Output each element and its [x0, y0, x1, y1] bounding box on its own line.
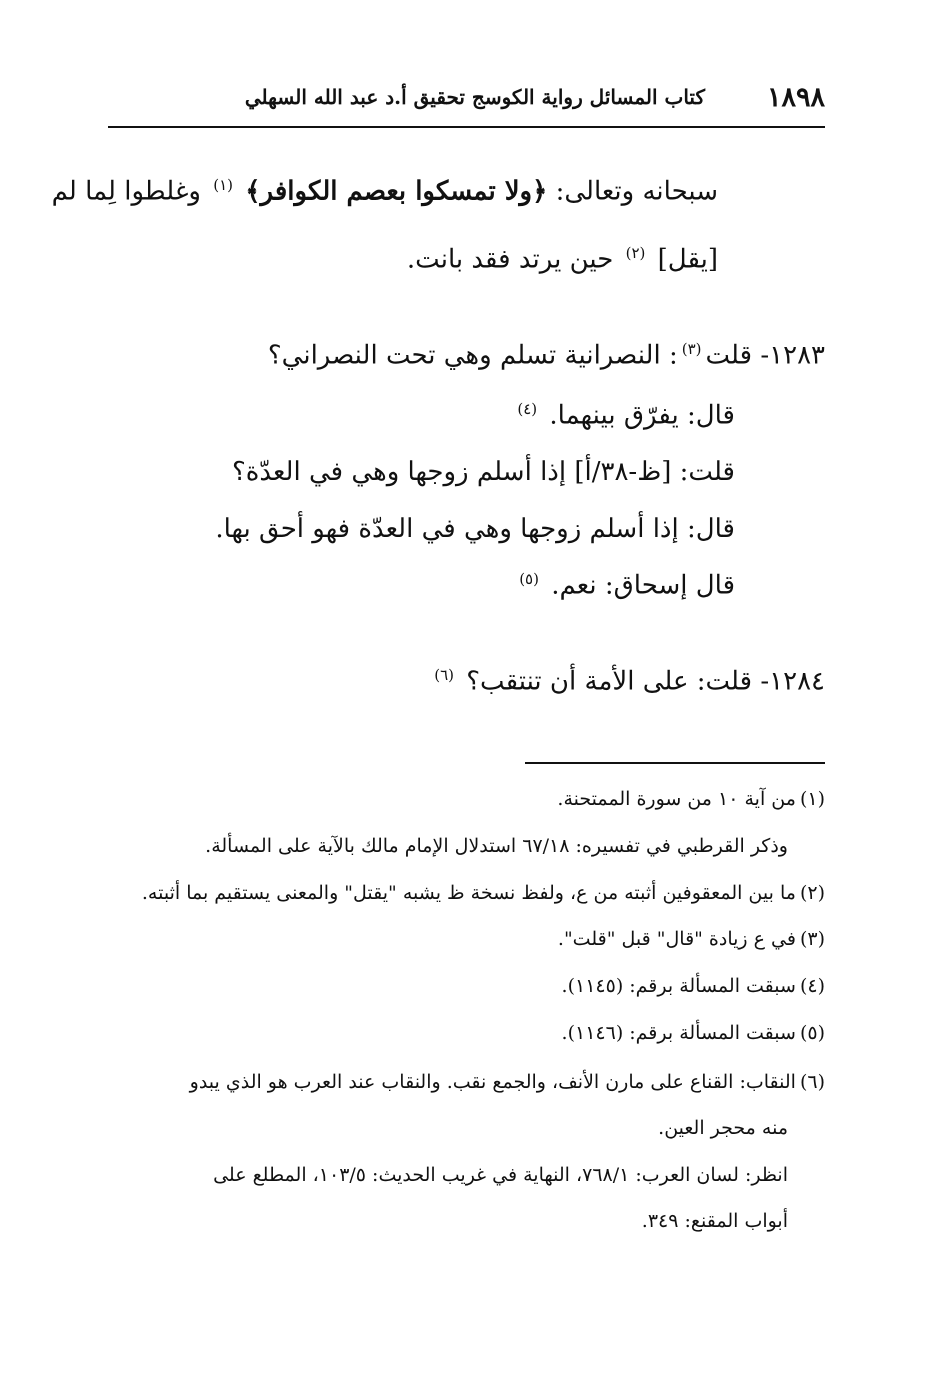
footnote-1-cont — [108, 835, 788, 857]
question-1283 — [268, 340, 825, 371]
text-line-1 — [52, 176, 718, 207]
ishaq-line — [515, 570, 735, 601]
text-span: قال: إذا أسلم زوجها وهي في العدّة فهو أحق بها. — [215, 514, 735, 544]
footnote-2 — [108, 882, 825, 904]
footnote-text: من آية ١٠ من سورة الممتحنة. — [557, 788, 796, 810]
question-line — [232, 457, 735, 487]
footnote-ref: (٢) — [625, 244, 646, 262]
footnote-ref: (١) — [213, 176, 234, 194]
footnote-number: (٤) — [799, 975, 825, 997]
question-number: ١٢٨٣- — [760, 340, 825, 371]
footnote-4 — [108, 975, 825, 997]
text-span: قلت: على الأمة أن تنتقب؟ — [466, 666, 753, 697]
footnote-text: ما بين المعقوفين أثبته من ع، ولفظ نسخة ظ يشبه "يقتل" والمعنى يستقيم بما أثبته. — [141, 882, 796, 904]
footnote-number: (٣) — [799, 928, 825, 950]
footnote-ref: (٤) — [517, 400, 538, 418]
footnote-6-see-cont — [108, 1210, 788, 1232]
text-span: [يقل] — [657, 244, 718, 275]
page-number: ١٨٩٨ — [766, 82, 825, 113]
footnote-text: أبواب المقنع: ٣٤٩. — [641, 1210, 788, 1232]
footnote-text: منه محجر العين. — [658, 1117, 788, 1139]
footnote-text: سبقت المسألة برقم: (١١٤٦). — [561, 1022, 796, 1044]
footnote-number: (٢) — [799, 882, 825, 904]
text-span: قال إسحاق: نعم. — [551, 570, 735, 601]
footnote-text: وذكر القرطبي في تفسيره: ٦٧/١٨ استدلال الإمام مالك بالآية على المسألة. — [205, 835, 788, 857]
text-span: : النصرانية تسلم وهي تحت النصراني؟ — [267, 340, 678, 371]
text-span: حين يرتد فقد بانت. — [406, 244, 614, 275]
footnote-text: النقاب: القناع على مارن الأنف، والجمع نقب. والنقاب عند العرب هو الذي يبدو — [189, 1071, 796, 1093]
answer-line — [215, 514, 735, 544]
footnote-number: (٦) — [799, 1071, 825, 1093]
footnote-ref: (٦) — [434, 666, 454, 684]
footnote-divider — [525, 762, 825, 764]
text-span: سبحانه وتعالى: — [555, 176, 718, 207]
footnote-number: (٥) — [799, 1022, 825, 1044]
question-1284 — [430, 666, 825, 697]
footnote-6-see — [108, 1164, 788, 1186]
footnote-text: انظر: لسان العرب: ٧٦٨/١، النهاية في غريب الحديث: ١٠٣/٥، المطلع على — [213, 1164, 788, 1186]
text-span: وغلطوا لِما لم — [51, 176, 201, 207]
answer-line — [513, 400, 735, 431]
quran-verse: ﴿ولا تمسكوا بعصم الكوافر﴾ — [245, 176, 548, 207]
footnote-number: (١) — [799, 788, 825, 810]
text-line-2 — [407, 244, 718, 275]
text-span: قلت — [705, 340, 753, 371]
footnote-text: في ع زيادة "قال" قبل "قلت". — [557, 928, 796, 950]
footnote-ref: (٥) — [519, 570, 539, 588]
footnote-text: سبقت المسألة برقم: (١١٤٥). — [561, 975, 796, 997]
question-number: ١٢٨٤- — [760, 666, 825, 697]
footnote-5 — [108, 1022, 825, 1044]
footnote-3 — [108, 928, 825, 950]
footnote-6-cont — [108, 1117, 788, 1139]
text-span: قال: يفرّق بينهما. — [549, 400, 735, 431]
running-title: كتاب المسائل رواية الكوسج تحقيق أ.د عبد الله السهلي — [244, 85, 705, 109]
footnote-6 — [108, 1071, 825, 1093]
footnote-1 — [108, 788, 825, 810]
footnote-ref: (٣) — [681, 340, 702, 358]
text-span: قلت: [ظ-٣٨/أ] إذا أسلم زوجها وهي في العدّة؟ — [231, 457, 735, 487]
